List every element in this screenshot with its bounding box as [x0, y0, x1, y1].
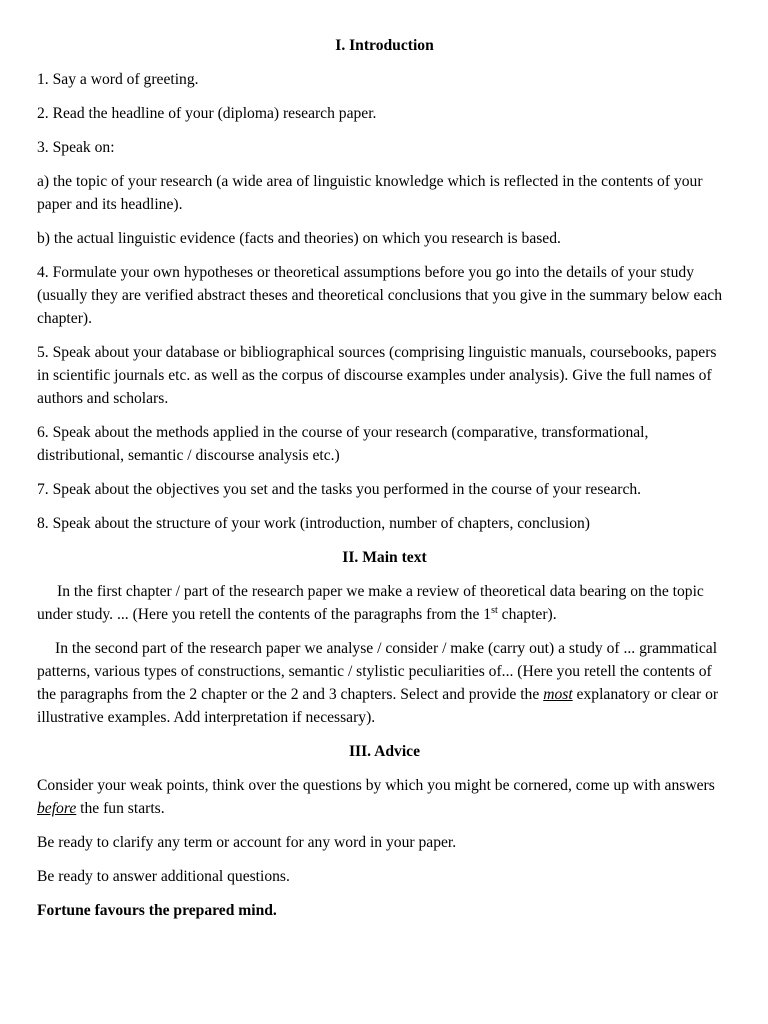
advice-paragraph-1-before: Consider your weak points, think over the questions by which you might be cornered, come up with answers [37, 777, 715, 794]
section-heading-advice: III. Advice [348, 743, 421, 760]
intro-item-3a: a) the topic of your research (a wide area of linguistic knowledge which is reflected in the contents of your paper and its headline). [37, 173, 703, 213]
main-paragraph-1-text: In the first chapter / part of the research paper we make a review of theoretical data bearing on the topic under study. ... (Here you retell the contents of the paragraphs from the 1 [37, 583, 704, 623]
advice-paragraph-1 [37, 774, 732, 820]
intro-item-8: 8. Speak about the structure of your work (introduction, number of chapters, conclusion) [37, 515, 590, 532]
main-paragraph-2 [37, 637, 732, 729]
intro-item-6: 6. Speak about the methods applied in the course of your research (comparative, transformational, distributional, semantic / discourse analysis etc.) [37, 424, 649, 464]
intro-item-5: 5. Speak about your database or bibliographical sources (comprising linguistic manuals, coursebooks, papers in scientific journals etc. as well as the corpus of discourse examples under analysis). Give the full names of authors and scholars. [37, 344, 717, 407]
main-paragraph-1 [37, 580, 732, 626]
intro-item-7: 7. Speak about the objectives you set and the tasks you performed in the course of your research. [37, 481, 642, 498]
advice-paragraph-1-after: the fun starts. [76, 800, 165, 817]
intro-item-2: 2. Read the headline of your (diploma) research paper. [37, 105, 377, 122]
main-paragraph-1-end: chapter). [497, 606, 557, 623]
ordinal-superscript: st [491, 605, 498, 616]
advice-paragraph-3: Be ready to answer additional questions. [37, 868, 290, 885]
main-paragraph-2-before: In the second part of the research paper we analyse / consider / make (carry out) a study of ... grammatical patterns, various types of constructions, semantic / stylistic peculiarities of... (Here you retell the contents of the paragraphs from the 2 chapter or the 2 and 3 chapters. Select and provide the [37, 640, 718, 703]
emphasis-before: before [37, 800, 77, 817]
section-heading-introduction: I. Introduction [335, 37, 434, 54]
main-paragraph-2-after: explanatory or clear or illustrative examples. Add interpretation if necessary). [37, 686, 719, 726]
emphasis-most: most [543, 686, 573, 703]
section-heading-main-text: II. Main text [342, 549, 427, 566]
intro-item-4: 4. Formulate your own hypotheses or theoretical assumptions before you go into the details of your study (usually they are verified abstract theses and theoretical conclusions that you give in the summary below each chapter). [37, 264, 723, 327]
advice-paragraph-2: Be ready to clarify any term or account for any word in your paper. [37, 834, 457, 851]
intro-item-3: 3. Speak on: [37, 139, 115, 156]
intro-item-3b: b) the actual linguistic evidence (facts and theories) on which you research is based. [37, 230, 561, 247]
closing-motto: Fortune favours the prepared mind. [37, 902, 277, 919]
intro-item-1: 1. Say a word of greeting. [37, 71, 199, 88]
